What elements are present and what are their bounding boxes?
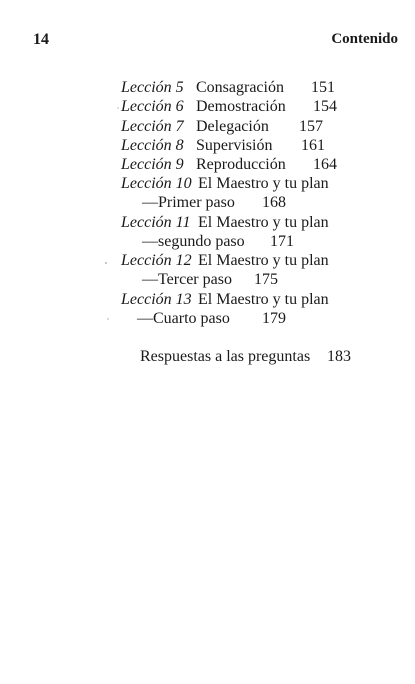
- lesson-label: Lección 13: [121, 291, 192, 308]
- lesson-page: 179: [262, 310, 286, 327]
- lesson-page: 161: [301, 137, 325, 154]
- lesson-page: 151: [311, 79, 335, 96]
- lesson-label: Lección 6: [121, 98, 184, 115]
- lesson-title: Consagración: [196, 79, 284, 96]
- lesson-title: El Maestro y tu plan: [198, 291, 329, 308]
- answers-title: Respuestas a las preguntas: [140, 348, 311, 365]
- lesson-subtitle: —Tercer paso: [142, 271, 232, 288]
- lesson-subtitle: —Cuarto paso: [137, 310, 230, 327]
- lesson-label: Lección 8: [121, 137, 184, 154]
- lesson-label: Lección 11: [121, 214, 191, 231]
- lesson-title: El Maestro y tu plan: [198, 214, 329, 231]
- print-speck: [117, 107, 119, 109]
- lesson-page: 168: [262, 194, 286, 211]
- lesson-label: Lección 10: [121, 175, 192, 192]
- lesson-subtitle: —segundo paso: [142, 233, 245, 250]
- print-speck: [107, 318, 109, 320]
- lesson-page: 175: [254, 271, 278, 288]
- running-head: Contenido: [331, 31, 398, 47]
- lesson-title: El Maestro y tu plan: [198, 175, 329, 192]
- lesson-page: 157: [299, 118, 323, 135]
- lesson-page: 164: [313, 156, 337, 173]
- lesson-page: 171: [270, 233, 294, 250]
- lesson-subtitle: —Primer paso: [142, 194, 235, 211]
- lesson-title: Delegación: [196, 118, 269, 135]
- lesson-title: Demostración: [196, 98, 286, 115]
- lesson-label: Lección 12: [121, 252, 192, 269]
- lesson-label: Lección 9: [121, 156, 184, 173]
- lesson-title: Supervisión: [196, 137, 273, 154]
- page-number: 14: [33, 31, 49, 48]
- print-speck: [105, 262, 107, 264]
- lesson-title: Reproducción: [196, 156, 286, 173]
- answers-page: 183: [327, 348, 351, 365]
- lesson-page: 154: [313, 98, 337, 115]
- lesson-label: Lección 7: [121, 118, 184, 135]
- lesson-label: Lección 5: [121, 79, 184, 96]
- lesson-title: El Maestro y tu plan: [198, 252, 329, 269]
